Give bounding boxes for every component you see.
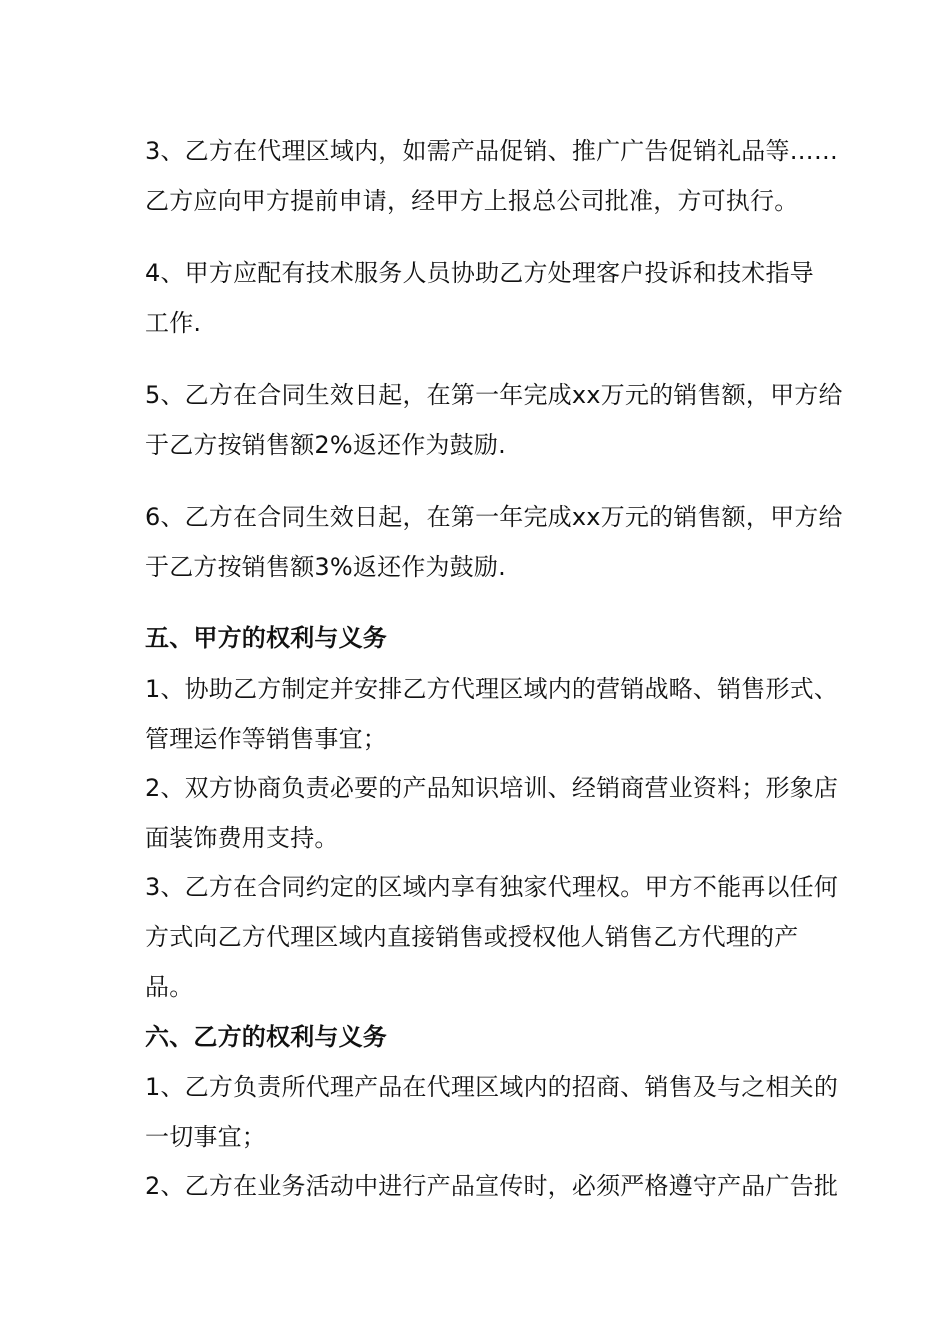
item-3-line-2: 乙方应向甲方提前申请，经甲方上报总公司批准，方可执行。	[145, 187, 799, 215]
section-5-item-2-line-1: 2、双方协商负责必要的产品知识培训、经销商营业资料；形象店	[145, 774, 839, 802]
item-5-line-2: 于乙方按销售额2%返还作为鼓励.	[145, 431, 506, 459]
item-6-line-1: 6、乙方在合同生效日起，在第一年完成xx万元的销售额，甲方给	[145, 503, 843, 531]
item-5-line-1: 5、乙方在合同生效日起，在第一年完成xx万元的销售额，甲方给	[145, 381, 843, 409]
section-5-item-3-line-1: 3、乙方在合同约定的区域内享有独家代理权。甲方不能再以任何	[145, 873, 839, 901]
section-6-item-1-line-1: 1、乙方负责所代理产品在代理区域内的招商、销售及与之相关的	[145, 1073, 839, 1101]
section-6-heading: 六、乙方的权利与义务	[145, 1023, 387, 1051]
item-6-line-2: 于乙方按销售额3%返还作为鼓励.	[145, 553, 506, 581]
section-6-item-2-line-1: 2、乙方在业务活动中进行产品宣传时，必须严格遵守产品广告批	[145, 1172, 839, 1200]
section-5-item-3-line-3: 品。	[145, 973, 194, 1001]
section-5-heading: 五、甲方的权利与义务	[145, 624, 387, 652]
section-5-item-1-line-2: 管理运作等销售事宜；	[145, 725, 387, 753]
item-4-line-1: 4、甲方应配有技术服务人员协助乙方处理客户投诉和技术指导	[145, 259, 814, 287]
section-5-item-3-line-2: 方式向乙方代理区域内直接销售或授权他人销售乙方代理的产	[145, 923, 799, 951]
item-3-line-1: 3、乙方在代理区域内，如需产品促销、推广广告促销礼品等……	[145, 137, 839, 165]
section-5-item-2-line-2: 面装饰费用支持。	[145, 824, 339, 852]
section-5-item-1-line-1: 1、协助乙方制定并安排乙方代理区域内的营销战略、销售形式、	[145, 675, 839, 703]
section-6-item-1-line-2: 一切事宜；	[145, 1123, 266, 1151]
item-4-line-2: 工作.	[145, 309, 202, 337]
